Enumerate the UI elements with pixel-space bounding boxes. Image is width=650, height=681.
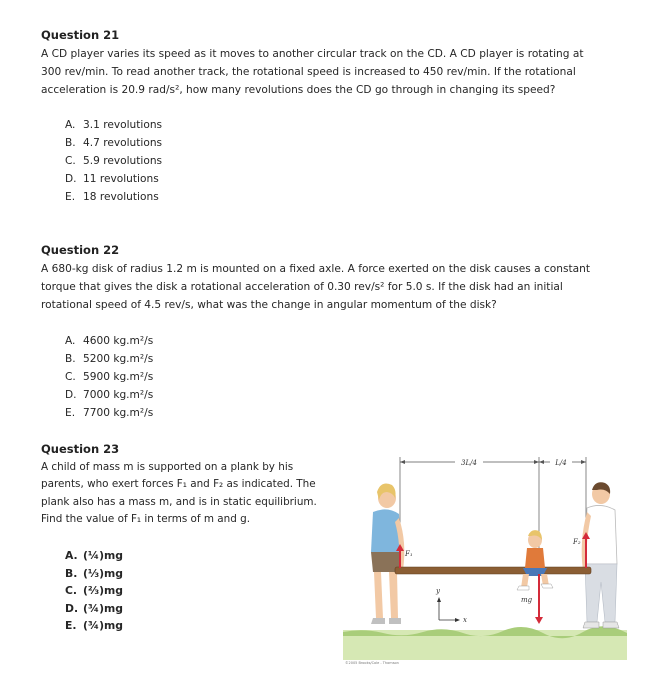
- question-21-line: 300 rev/min. To read another track, the rotational speed is increased to 450 rev/min. If the rotational: [41, 66, 576, 79]
- choice-letter: D.: [65, 601, 79, 615]
- question-22-title: Question 22: [41, 243, 120, 257]
- label-mg: mg: [521, 596, 533, 604]
- question-21-choices: [65, 116, 162, 206]
- question-22-text: [41, 260, 590, 315]
- question-21-line: A CD player varies its speed as it moves to another circular track on the CD. A CD player is rotating at: [41, 48, 584, 60]
- choice-text: (¼)mg: [83, 549, 124, 562]
- question-23-choices: [65, 547, 123, 635]
- question-22: [41, 243, 590, 315]
- label-L4: L/4: [555, 459, 567, 467]
- choice-b[interactable]: [65, 565, 123, 583]
- choice-text: 3.1 revolutions: [83, 119, 163, 131]
- choice-text: 4.7 revolutions: [83, 137, 163, 149]
- choice-text: (⅓)mg: [83, 566, 124, 580]
- question-21: [41, 28, 584, 100]
- question-23-line: A child of mass m is supported on a plank by his: [41, 461, 294, 473]
- choice-d[interactable]: [65, 600, 123, 618]
- question-21-title: Question 21: [41, 28, 120, 42]
- question-23-line: parents, who exert forces F₁ and F₂ as indicated. The: [41, 478, 316, 491]
- choice-letter: E.: [65, 407, 76, 419]
- choice-a[interactable]: [65, 332, 153, 350]
- choice-c[interactable]: [65, 152, 162, 170]
- label-f1: F₁: [405, 550, 413, 558]
- choice-e[interactable]: [65, 188, 162, 206]
- choice-a[interactable]: [65, 116, 162, 134]
- question-22-line: A 680-kg disk of radius 1.2 m is mounted on a fixed axle. A force exerted on the disk causes a constant: [41, 263, 591, 275]
- question-22-line: rotational speed of 4.5 rev/s, what was the change in angular momentum of the disk?: [41, 299, 497, 312]
- choice-letter: E.: [65, 619, 77, 633]
- question-22-line: torque that gives the disk a rotational acceleration of 0.30 rev/s² for 5.0 s. If the disk had an initial: [41, 281, 563, 294]
- choice-letter: B.: [65, 137, 76, 149]
- choice-e[interactable]: [65, 404, 153, 422]
- choice-d[interactable]: [65, 170, 162, 188]
- label-y: y: [436, 587, 440, 595]
- question-23-line: Find the value of F₁ in terms of m and g.: [41, 513, 251, 526]
- choice-letter: A.: [65, 549, 78, 562]
- question-23: [41, 442, 341, 529]
- choice-text: 18 revolutions: [83, 191, 159, 203]
- child-figure: [517, 530, 553, 590]
- choice-letter: C.: [65, 155, 76, 167]
- father-figure: [582, 482, 619, 628]
- choice-a[interactable]: [65, 547, 123, 565]
- choice-b[interactable]: [65, 350, 153, 368]
- label-3L4: 3L/4: [461, 459, 477, 467]
- choice-letter: A.: [65, 335, 76, 347]
- choice-letter: C.: [65, 584, 78, 598]
- weight-mg-arrowhead: [535, 617, 543, 624]
- plank-figure: [343, 452, 627, 666]
- x-axis-arrowhead: [455, 618, 460, 622]
- plank-illustration: [343, 452, 627, 666]
- choice-letter: B.: [65, 353, 76, 365]
- question-23-title: Question 23: [41, 442, 120, 456]
- choice-c[interactable]: [65, 368, 153, 386]
- choice-text: 5.9 revolutions: [83, 155, 163, 167]
- choice-c[interactable]: [65, 582, 123, 600]
- choice-text: (¾)mg: [83, 619, 124, 633]
- choice-text: (¾)mg: [83, 601, 124, 615]
- question-21-text: [41, 45, 584, 100]
- y-axis-arrowhead: [437, 597, 441, 602]
- choice-text: 7700 kg.m²/s: [83, 407, 154, 419]
- choice-d[interactable]: [65, 386, 153, 404]
- label-f2: F₂: [573, 538, 581, 546]
- choice-text: 11 revolutions: [83, 173, 159, 185]
- choice-text: 5200 kg.m²/s: [83, 353, 154, 365]
- choice-letter: E.: [65, 191, 76, 203]
- question-23-line: plank also has a mass m, and is in static equilibrium.: [41, 495, 317, 508]
- choice-letter: B.: [65, 566, 78, 580]
- choice-letter: D.: [65, 389, 77, 401]
- figure-credit: ©2005 Brooks/Cole - Thomson: [345, 661, 399, 665]
- plank: [395, 567, 591, 574]
- choice-text: 4600 kg.m²/s: [83, 335, 154, 347]
- question-22-choices: [65, 332, 153, 422]
- choice-e[interactable]: [65, 617, 123, 635]
- choice-text: (⅔)mg: [83, 584, 124, 598]
- choice-text: 7000 kg.m²/s: [83, 389, 154, 401]
- choice-b[interactable]: [65, 134, 162, 152]
- choice-letter: A.: [65, 119, 76, 131]
- choice-text: 5900 kg.m²/s: [83, 371, 154, 383]
- question-23-text: [41, 459, 341, 529]
- choice-letter: C.: [65, 371, 76, 383]
- label-x: x: [463, 616, 467, 624]
- question-21-line: acceleration is 20.9 rad/s², how many revolutions does the CD go through in changing its speed?: [41, 84, 556, 97]
- choice-letter: D.: [65, 173, 77, 185]
